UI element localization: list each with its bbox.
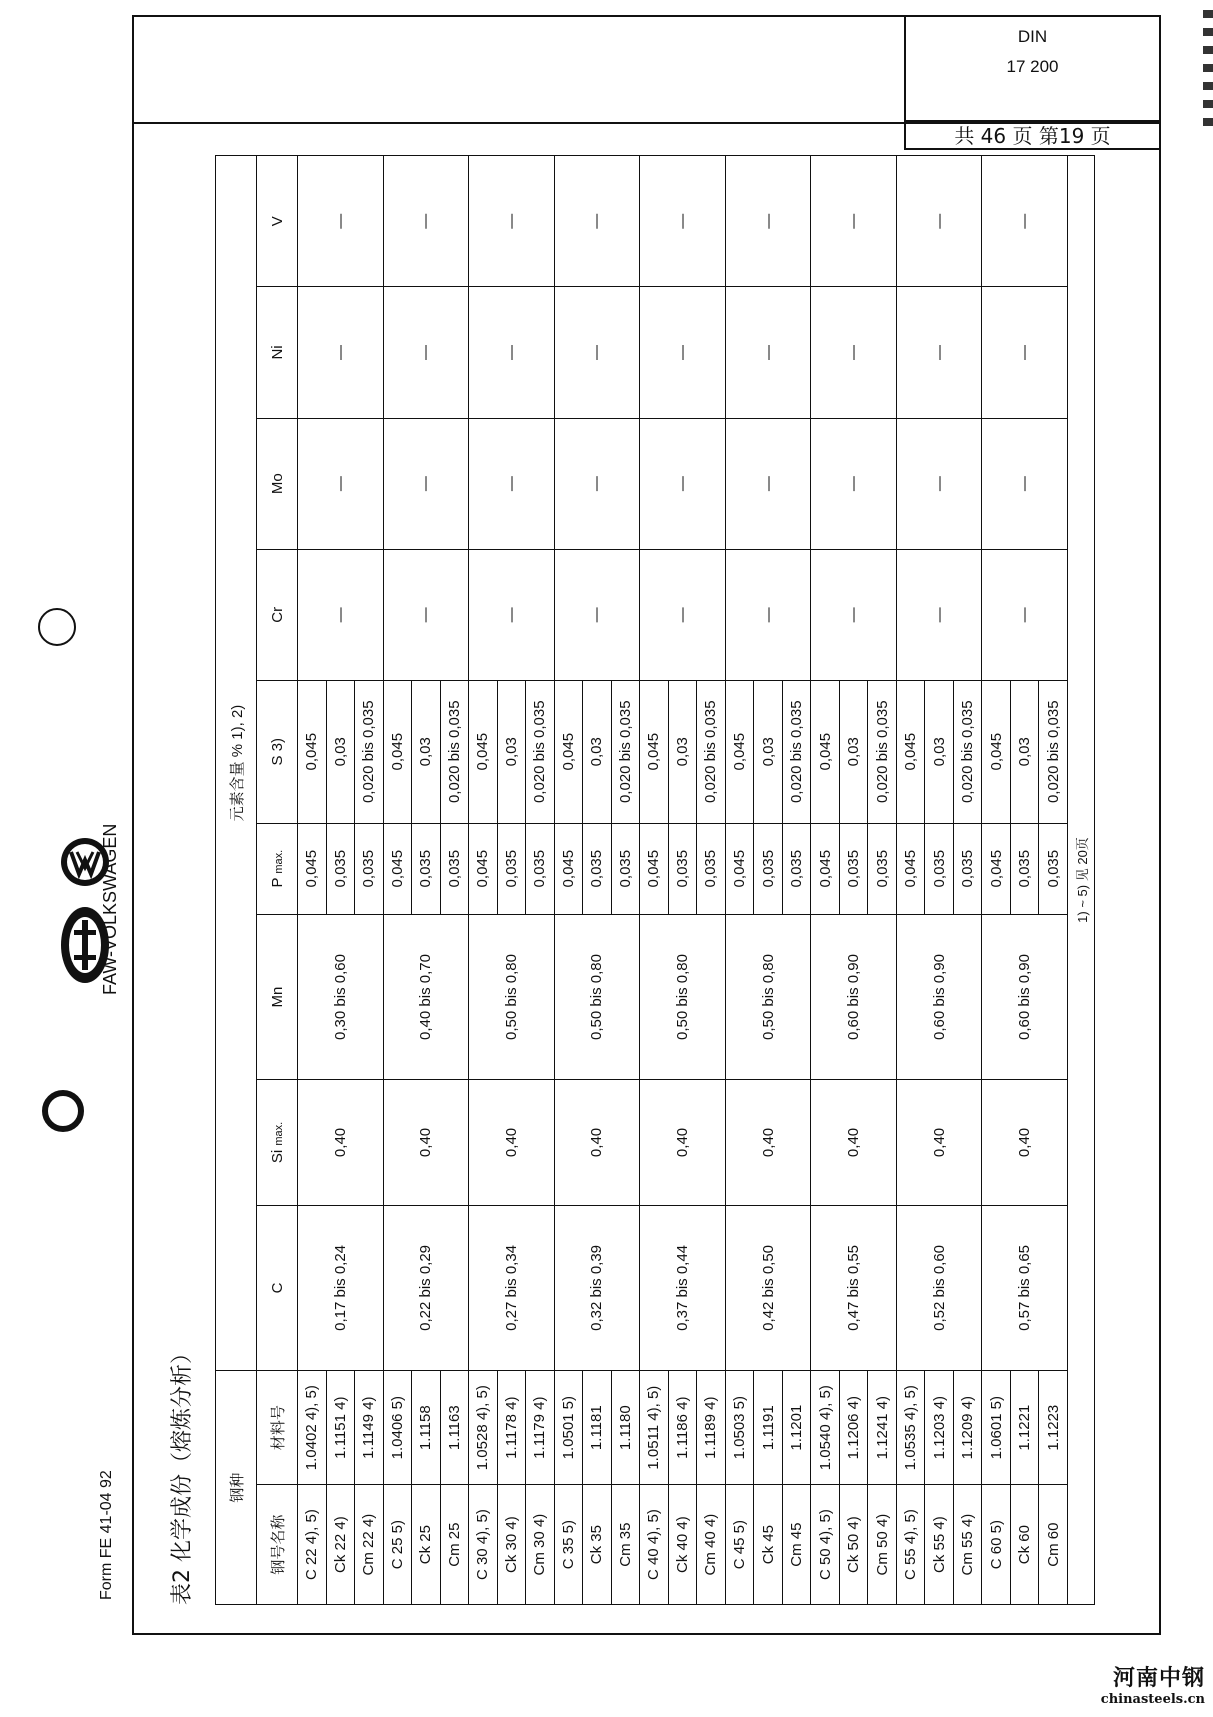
p-cell: 0,035 — [583, 823, 612, 914]
table-row — [554, 156, 583, 1605]
steel-name-cell: Cm 55 4) — [953, 1485, 982, 1605]
table-caption: 表2 化学成份（熔炼分析） — [170, 1342, 195, 1605]
s-cell: 0,03 — [839, 680, 868, 823]
steel-name-cell: Ck 50 4) — [839, 1485, 868, 1605]
v-cell: — — [383, 156, 469, 287]
c-cell: 0,57 bis 0,65 — [982, 1205, 1068, 1370]
form-number: Form FE 41-04 92 — [98, 1470, 115, 1600]
p-cell: 0,035 — [1010, 823, 1039, 914]
mo-cell: — — [640, 418, 726, 549]
material-number-cell: 1.1163 — [440, 1371, 469, 1485]
material-number-cell: 1.0528 4), 5) — [469, 1371, 498, 1485]
header-steel-group: 钢种 — [216, 1371, 257, 1605]
steel-name-cell: Cm 35 — [611, 1485, 640, 1605]
material-number-cell: 1.1221 — [1010, 1371, 1039, 1485]
p-cell: 0,035 — [440, 823, 469, 914]
si-cell: 0,40 — [554, 1080, 640, 1205]
c-cell: 0,37 bis 0,44 — [640, 1205, 726, 1370]
header-c: C — [257, 1205, 298, 1370]
mn-cell: 0,30 bis 0,60 — [298, 914, 384, 1079]
header-v: V — [257, 156, 298, 287]
si-cell: 0,40 — [896, 1080, 982, 1205]
din-number: 17 200 — [1006, 57, 1059, 76]
mn-cell: 0,60 bis 0,90 — [982, 914, 1068, 1079]
table-row — [811, 156, 840, 1605]
steel-name-cell: Cm 22 4) — [355, 1485, 384, 1605]
p-cell: 0,035 — [611, 823, 640, 914]
s-cell: 0,03 — [925, 680, 954, 823]
s-cell: 0,03 — [754, 680, 783, 823]
steel-name-cell: Cm 40 4) — [697, 1485, 726, 1605]
s-cell: 0,03 — [326, 680, 355, 823]
din-standard: DIN — [1017, 27, 1048, 46]
p-cell: 0,035 — [326, 823, 355, 914]
header-si-label: Si — [268, 1149, 286, 1164]
steel-name-cell: C 25 5) — [383, 1485, 412, 1605]
material-number-cell: 1.1189 4) — [697, 1371, 726, 1485]
s-cell: 0,03 — [1010, 680, 1039, 823]
p-cell: 0,045 — [469, 823, 498, 914]
mo-cell: — — [811, 418, 897, 549]
si-cell: 0,40 — [298, 1080, 384, 1205]
steel-name-cell: Cm 45 — [782, 1485, 811, 1605]
ni-cell: — — [982, 287, 1068, 418]
s-cell: 0,020 bis 0,035 — [611, 680, 640, 823]
watermark — [1101, 1661, 1205, 1707]
p-cell: 0,045 — [725, 823, 754, 914]
ni-cell: — — [469, 287, 555, 418]
table-header-row — [216, 156, 257, 1605]
table-row — [896, 156, 925, 1605]
p-cell: 0,045 — [982, 823, 1011, 914]
c-cell: 0,52 bis 0,60 — [896, 1205, 982, 1370]
s-cell: 0,045 — [811, 680, 840, 823]
si-cell: 0,40 — [725, 1080, 811, 1205]
s-cell: 0,03 — [412, 680, 441, 823]
s-cell: 0,03 — [668, 680, 697, 823]
chemical-composition-table — [215, 155, 1095, 1605]
s-cell: 0,045 — [640, 680, 669, 823]
steel-name-cell: Ck 30 4) — [497, 1485, 526, 1605]
material-number-cell: 1.1151 4) — [326, 1371, 355, 1485]
ni-cell: — — [725, 287, 811, 418]
cr-cell: — — [640, 549, 726, 680]
material-number-cell: 1.1181 — [583, 1371, 612, 1485]
material-number-cell: 1.1206 4) — [839, 1371, 868, 1485]
c-cell: 0,17 bis 0,24 — [298, 1205, 384, 1370]
cr-cell: — — [554, 549, 640, 680]
mn-cell: 0,60 bis 0,90 — [896, 914, 982, 1079]
c-cell: 0,27 bis 0,34 — [469, 1205, 555, 1370]
punch-hole-icon — [42, 1090, 84, 1132]
s-cell: 0,045 — [554, 680, 583, 823]
header-cr: Cr — [257, 549, 298, 680]
header-si-sub: max. — [272, 1121, 285, 1146]
table-row — [725, 156, 754, 1605]
mn-cell: 0,50 bis 0,80 — [469, 914, 555, 1079]
material-number-cell: 1.1179 4) — [526, 1371, 555, 1485]
p-cell: 0,035 — [868, 823, 897, 914]
material-number-cell: 1.0501 5) — [554, 1371, 583, 1485]
page-info: 共 46 页 第19 页 — [954, 124, 1111, 148]
steel-name-cell: Ck 22 4) — [326, 1485, 355, 1605]
s-cell: 0,045 — [982, 680, 1011, 823]
cr-cell: — — [298, 549, 384, 680]
p-cell: 0,035 — [668, 823, 697, 914]
steel-name-cell: C 30 4), 5) — [469, 1485, 498, 1605]
material-number-cell: 1.1178 4) — [497, 1371, 526, 1485]
v-cell: — — [725, 156, 811, 287]
header-ni: Ni — [257, 287, 298, 418]
p-cell: 0,035 — [697, 823, 726, 914]
s-cell: 0,045 — [725, 680, 754, 823]
s-cell: 0,020 bis 0,035 — [868, 680, 897, 823]
table-row — [982, 156, 1011, 1605]
header-p — [257, 823, 298, 914]
material-number-cell: 1.0511 4), 5) — [640, 1371, 669, 1485]
material-number-cell: 1.0402 4), 5) — [298, 1371, 327, 1485]
ni-cell: — — [896, 287, 982, 418]
material-number-cell: 1.1209 4) — [953, 1371, 982, 1485]
table-header-row — [257, 156, 298, 1605]
v-cell: — — [811, 156, 897, 287]
cr-cell: — — [469, 549, 555, 680]
mo-cell: — — [298, 418, 384, 549]
si-cell: 0,40 — [469, 1080, 555, 1205]
cr-cell: — — [982, 549, 1068, 680]
p-cell: 0,045 — [383, 823, 412, 914]
mo-cell: — — [725, 418, 811, 549]
footnote-row — [1068, 156, 1095, 1605]
material-number-cell: 1.1158 — [412, 1371, 441, 1485]
table-row — [640, 156, 669, 1605]
material-number-cell: 1.1149 4) — [355, 1371, 384, 1485]
header-p-sub: max. — [272, 849, 285, 874]
p-cell: 0,035 — [355, 823, 384, 914]
material-number-cell: 1.1241 4) — [868, 1371, 897, 1485]
material-number-cell: 1.1186 4) — [668, 1371, 697, 1485]
footnote: 1) ~ 5) 见 20页 — [1068, 156, 1095, 1605]
v-cell: — — [640, 156, 726, 287]
faw-vw-logo-icon — [30, 760, 140, 1000]
cr-cell: — — [896, 549, 982, 680]
material-number-cell: 1.0601 5) — [982, 1371, 1011, 1485]
steel-name-cell: Cm 25 — [440, 1485, 469, 1605]
mo-cell: — — [383, 418, 469, 549]
p-cell: 0,035 — [412, 823, 441, 914]
s-cell: 0,020 bis 0,035 — [526, 680, 555, 823]
p-cell: 0,035 — [1039, 823, 1068, 914]
c-cell: 0,22 bis 0,29 — [383, 1205, 469, 1370]
mn-cell: 0,50 bis 0,80 — [554, 914, 640, 1079]
steel-name-cell: C 50 4), 5) — [811, 1485, 840, 1605]
material-number-cell: 1.1201 — [782, 1371, 811, 1485]
v-cell: — — [896, 156, 982, 287]
si-cell: 0,40 — [640, 1080, 726, 1205]
steel-name-cell: Cm 60 — [1039, 1485, 1068, 1605]
header-p-label: P — [268, 877, 286, 888]
steel-name-cell: C 35 5) — [554, 1485, 583, 1605]
header-s: S 3) — [257, 680, 298, 823]
table-row — [469, 156, 498, 1605]
steel-name-cell: C 22 4), 5) — [298, 1485, 327, 1605]
c-cell: 0,47 bis 0,55 — [811, 1205, 897, 1370]
steel-name-cell: Ck 25 — [412, 1485, 441, 1605]
header-name: 钢号名称 — [257, 1485, 298, 1605]
v-cell: — — [469, 156, 555, 287]
ni-cell: — — [640, 287, 726, 418]
c-cell: 0,32 bis 0,39 — [554, 1205, 640, 1370]
header-mn: Mn — [257, 914, 298, 1079]
p-cell: 0,035 — [526, 823, 555, 914]
s-cell: 0,045 — [298, 680, 327, 823]
header-elements-group: 元素含量 % 1), 2) — [216, 156, 257, 1371]
steel-name-cell: Ck 45 — [754, 1485, 783, 1605]
v-cell: — — [982, 156, 1068, 287]
material-number-cell: 1.1180 — [611, 1371, 640, 1485]
steel-name-cell: C 45 5) — [725, 1485, 754, 1605]
mo-cell: — — [469, 418, 555, 549]
p-cell: 0,045 — [298, 823, 327, 914]
steel-name-cell: C 55 4), 5) — [896, 1485, 925, 1605]
brand-name: FAW-VOLKSWAGEN — [100, 823, 120, 995]
s-cell: 0,045 — [469, 680, 498, 823]
punch-hole-icon — [38, 608, 76, 646]
p-cell: 0,035 — [839, 823, 868, 914]
material-number-cell: 1.0540 4), 5) — [811, 1371, 840, 1485]
steel-name-cell: Ck 55 4) — [925, 1485, 954, 1605]
steel-name-cell: Cm 30 4) — [526, 1485, 555, 1605]
din-divider — [906, 120, 1159, 122]
p-cell: 0,035 — [782, 823, 811, 914]
ni-cell: — — [298, 287, 384, 418]
mn-cell: 0,40 bis 0,70 — [383, 914, 469, 1079]
p-cell: 0,045 — [640, 823, 669, 914]
p-cell: 0,035 — [925, 823, 954, 914]
steel-name-cell: Ck 40 4) — [668, 1485, 697, 1605]
material-number-cell: 1.1203 4) — [925, 1371, 954, 1485]
v-cell: — — [554, 156, 640, 287]
cr-cell: — — [383, 549, 469, 680]
watermark-url: chinasteels.cn — [1100, 1692, 1205, 1707]
header-material: 材料号 — [257, 1371, 298, 1485]
material-number-cell: 1.0503 5) — [725, 1371, 754, 1485]
s-cell: 0,020 bis 0,035 — [697, 680, 726, 823]
rotated-table-area — [170, 155, 1095, 1605]
steel-name-cell: Ck 35 — [583, 1485, 612, 1605]
material-number-cell: 1.1191 — [754, 1371, 783, 1485]
mn-cell: 0,50 bis 0,80 — [640, 914, 726, 1079]
din-box — [904, 17, 1159, 150]
mn-cell: 0,60 bis 0,90 — [811, 914, 897, 1079]
steel-name-cell: C 60 5) — [982, 1485, 1011, 1605]
s-cell: 0,03 — [497, 680, 526, 823]
material-number-cell: 1.0406 5) — [383, 1371, 412, 1485]
p-cell: 0,045 — [554, 823, 583, 914]
material-number-cell: 1.0535 4), 5) — [896, 1371, 925, 1485]
cr-cell: — — [725, 549, 811, 680]
steel-name-cell: C 40 4), 5) — [640, 1485, 669, 1605]
v-cell: — — [298, 156, 384, 287]
mo-cell: — — [982, 418, 1068, 549]
table-row — [383, 156, 412, 1605]
mo-cell: — — [554, 418, 640, 549]
s-cell: 0,020 bis 0,035 — [782, 680, 811, 823]
p-cell: 0,045 — [896, 823, 925, 914]
c-cell: 0,42 bis 0,50 — [725, 1205, 811, 1370]
s-cell: 0,045 — [896, 680, 925, 823]
table-row — [298, 156, 327, 1605]
header-mo: Mo — [257, 418, 298, 549]
steel-name-cell: Ck 60 — [1010, 1485, 1039, 1605]
cr-cell: — — [811, 549, 897, 680]
s-cell: 0,020 bis 0,035 — [355, 680, 384, 823]
steel-name-cell: Cm 50 4) — [868, 1485, 897, 1605]
si-cell: 0,40 — [982, 1080, 1068, 1205]
s-cell: 0,020 bis 0,035 — [440, 680, 469, 823]
p-cell: 0,035 — [497, 823, 526, 914]
p-cell: 0,045 — [811, 823, 840, 914]
p-cell: 0,035 — [754, 823, 783, 914]
s-cell: 0,020 bis 0,035 — [953, 680, 982, 823]
watermark-cn: 河南中钢 — [1112, 1665, 1205, 1691]
s-cell: 0,020 bis 0,035 — [1039, 680, 1068, 823]
ni-cell: — — [811, 287, 897, 418]
p-cell: 0,035 — [953, 823, 982, 914]
scan-edge — [1203, 0, 1213, 130]
faw-vw-logo — [30, 760, 140, 1000]
mn-cell: 0,50 bis 0,80 — [725, 914, 811, 1079]
header-si — [257, 1080, 298, 1205]
si-cell: 0,40 — [383, 1080, 469, 1205]
mo-cell: — — [896, 418, 982, 549]
ni-cell: — — [554, 287, 640, 418]
s-cell: 0,03 — [583, 680, 612, 823]
material-number-cell: 1.1223 — [1039, 1371, 1068, 1485]
table-body — [298, 156, 1068, 1605]
ni-cell: — — [383, 287, 469, 418]
s-cell: 0,045 — [383, 680, 412, 823]
si-cell: 0,40 — [811, 1080, 897, 1205]
